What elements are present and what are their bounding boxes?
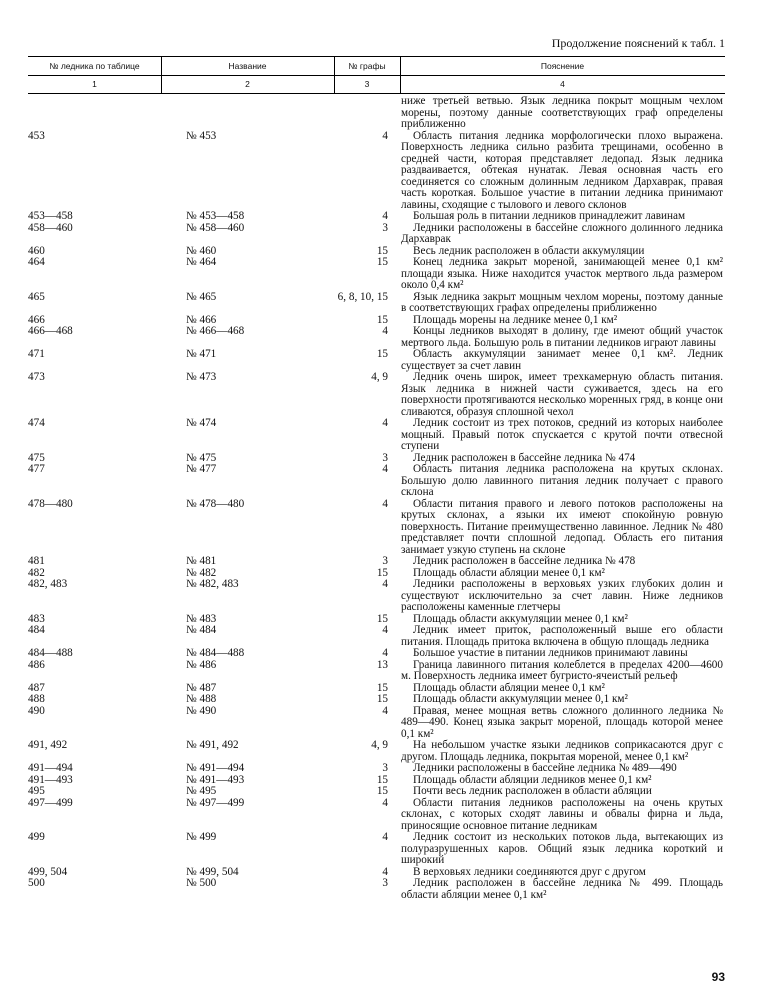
explanation-text: Область аккумуляции занимает менее 0,1 км². Ледник существует за счет лавин: [401, 348, 723, 372]
glacier-name: № 487: [186, 681, 217, 694]
table-row: [28, 349, 725, 372]
table-row: [28, 292, 725, 315]
glacier-name: № 475: [186, 451, 217, 464]
explanation-text: Ледник имеет приток, расположенный выше его области питания. Площадь притока включена в общую площадь ледника: [401, 624, 723, 648]
explanation-text: Почти весь ледник расположен в области абляции: [413, 785, 652, 797]
explanation-text: Ледник очень широк, имеет трехкамерную область питания. Язык ледника в нижней части суживается, здесь на его поверхности протягиваются несколько моренных гряд, в конце они сливаются, образуя сплошной чехол: [401, 371, 723, 418]
graph-number: 4: [382, 129, 388, 142]
explanation-text: Площадь морены на леднике менее 0,1 км²: [413, 313, 618, 326]
graph-number: 4: [382, 210, 388, 222]
explanation-text: Конец ледника закрыт мореной, занимающей менее 0,1 км² площади языка. Ниже находится участок мертвого льда размером около 0,4 км²: [401, 256, 723, 291]
glacier-number: 464: [28, 256, 45, 268]
glacier-name: № 499, 504: [186, 865, 239, 878]
running-head: Продолжение пояснений к табл. 1: [551, 36, 725, 50]
graph-number: 15: [376, 256, 388, 268]
glacier-number: 478—480: [28, 497, 73, 510]
graph-number: 3: [382, 555, 388, 567]
table-row: [28, 499, 725, 557]
glacier-number: 491—494: [28, 762, 73, 774]
graph-number: 3: [382, 451, 388, 464]
explanation-text: Большое участие в питании ледников принимают лавины: [413, 647, 688, 659]
table-row: [28, 223, 725, 246]
table-row: [28, 418, 725, 453]
glacier-number: 484—488: [28, 647, 73, 659]
glacier-number: 491, 492: [28, 739, 68, 751]
glacier-name: № 453: [186, 129, 217, 142]
table-row: [28, 556, 725, 568]
glacier-name: № 486: [186, 658, 217, 671]
graph-number: 4: [382, 624, 388, 636]
glacier-number: 482, 483: [28, 578, 68, 590]
explanation-text: Площадь области аккумуляции менее 0,1 км²: [413, 693, 628, 705]
table-row: [28, 706, 725, 741]
glacier-number: 465: [28, 290, 45, 303]
glacier-number: 491—493: [28, 773, 73, 786]
glacier-name: № 478—480: [186, 497, 245, 510]
glacier-number: 466—468: [28, 325, 73, 337]
glacier-number: 475: [28, 451, 45, 464]
glacier-name: № 474: [186, 417, 217, 429]
table-row: [28, 660, 725, 683]
graph-number: 4: [382, 463, 388, 475]
explanation-text: Ледник состоит из нескольких потоков льда, вытекающих из полуразрушенных каров. Общий язык ледника короткий и широкий: [401, 831, 723, 866]
glacier-name: № 460: [186, 244, 217, 257]
explanation-text: Ледник расположен в бассейне ледника № 499. Площадь области абляции менее 0,1 км²: [401, 877, 723, 901]
table-body: [28, 96, 725, 901]
graph-number: 15: [376, 612, 388, 625]
page-number: 93: [711, 970, 725, 984]
glacier-name: № 495: [186, 785, 217, 797]
graph-number: 3: [382, 762, 388, 774]
graph-number: 15: [376, 681, 388, 694]
glacier-number: 471: [28, 348, 45, 360]
table-row: [28, 648, 725, 660]
graph-number: 4: [382, 647, 388, 659]
glacier-name: № 491—494: [186, 762, 245, 774]
explanation-text: Большая роль в питании ледников принадлежит лавинам: [413, 210, 686, 222]
glacier-name: № 484—488: [186, 647, 245, 659]
explanation-text: Область питания ледника морфологически плохо выражена. Поверхность ледника сильно разбита трещинами, особенно в средней части, которая представляет ледопад. Язык ледника раздваивается, обтекая нунатак. Левая основная часть его соединяется со сложным долинным ледником Дархаврак, правая часть короткая. Большое участие в питании ледника принимают лавины, сходящие с тылового и левого склонов: [401, 129, 723, 211]
glacier-number: 487: [28, 681, 45, 694]
glacier-name: № 482: [186, 566, 217, 579]
graph-number: 13: [376, 658, 388, 671]
glacier-name: № 491, 492: [186, 739, 239, 751]
header-col-3-title: № графы: [348, 61, 386, 71]
explanation-text: Граница лавинного питания колеблется в пределах 4200—4600 м. Поверхность ледника имеет бугристо-ячеистый рельеф: [401, 658, 723, 682]
table-row: [28, 579, 725, 614]
graph-number: 4: [382, 417, 388, 429]
header-col-1-title: № ледника по таблице: [49, 61, 140, 71]
glacier-name: № 500: [186, 877, 217, 889]
graph-number: 3: [382, 221, 388, 234]
header-col-4: [400, 57, 725, 93]
explanation-text: Ледник расположен в бассейне ледника № 478: [413, 555, 636, 567]
header-col-3: [334, 57, 400, 93]
glacier-number: 474: [28, 417, 45, 429]
graph-number: 4: [382, 865, 388, 878]
glacier-name: № 481: [186, 555, 217, 567]
explanation-text: Ледники расположены в бассейне сложного долинного ледника Дархаврак: [401, 221, 723, 245]
glacier-name: № 499: [186, 831, 217, 843]
explanation-text: В верховьях ледники соединяются друг с другом: [413, 865, 646, 878]
glacier-name: № 471: [186, 348, 217, 360]
glacier-number: 495: [28, 785, 45, 797]
graph-number: 15: [376, 566, 388, 579]
glacier-number: 477: [28, 463, 45, 475]
glacier-number: 466: [28, 313, 45, 326]
glacier-number: 483: [28, 612, 45, 625]
header-col-4-number: 4: [560, 79, 565, 89]
header-col-3-number: 3: [364, 79, 370, 89]
table-row: [28, 131, 725, 212]
table-row: [28, 257, 725, 292]
graph-number: 4: [382, 325, 388, 337]
glacier-name: № 483: [186, 612, 217, 625]
glacier-number: 460: [28, 244, 45, 257]
glacier-name: № 465: [186, 290, 217, 303]
glacier-name: № 490: [186, 704, 217, 717]
explanation-text: Ледники расположены в верховьях узких глубоких долин и существуют исключительно за счет лавин. Ниже ледников расположены каменные глетчеры: [401, 578, 723, 613]
graph-number: 15: [376, 313, 388, 326]
glacier-number: 499, 504: [28, 865, 68, 878]
explanation-text: ниже третьей ветвью. Язык ледника покрыт мощным чехлом морены, поэтому данные соответствующих граф определены приближенно: [401, 95, 723, 130]
glacier-name: № 482, 483: [186, 578, 239, 590]
explanation-text: Области питания правого и левого потоков расположены на крутых склонах, а языки их имеют спокойную ровную поверхность. Питание преимущественно лавинное. Ледник № 480 представляет почти сплошной ледопад. Область его питания занимает узкую ступень на склоне: [401, 497, 723, 556]
glacier-number: 488: [28, 693, 45, 705]
glacier-number: 500: [28, 877, 45, 889]
glacier-number: 499: [28, 831, 45, 843]
table-row: [28, 625, 725, 648]
explanation-text: Площадь области абляции менее 0,1 км²: [413, 566, 605, 579]
graph-number: 15: [376, 348, 388, 360]
explanation-text: Правая, менее мощная ветвь сложного долинного ледника № 489—490. Конец языка закрыт мореной, площадь которой менее 0,1 км²: [401, 704, 723, 740]
explanation-text: Площадь области аккумуляции менее 0,1 км²: [413, 612, 628, 625]
graph-number: 4: [382, 796, 388, 809]
table-row: [28, 786, 725, 798]
header-col-1: [28, 57, 161, 93]
header-col-1-number: 1: [92, 79, 97, 89]
glacier-name: № 477: [186, 463, 217, 475]
glacier-name: № 497—499: [186, 796, 245, 809]
table-row: [28, 878, 725, 901]
graph-number: 4: [382, 704, 388, 717]
graph-number: 4: [382, 831, 388, 843]
graph-number: 4, 9: [371, 739, 388, 751]
table-row: [28, 464, 725, 499]
header-col-2-title: Название: [228, 61, 267, 71]
glacier-name: № 464: [186, 256, 217, 268]
graph-number: 4: [382, 497, 388, 510]
graph-number: 4: [382, 578, 388, 590]
table-row: [28, 372, 725, 418]
explanation-text: Область питания ледника расположена на крутых склонах. Большую долю лавинного питания ледник получает с правого склона: [401, 463, 723, 498]
explanation-text: Язык ледника закрыт мощным чехлом морены, поэтому данные в соответствующих графах определены приближенно: [401, 290, 723, 314]
table-row: [28, 326, 725, 349]
glacier-number: 486: [28, 658, 45, 671]
glacier-name: № 466: [186, 313, 217, 326]
explanation-text: Области питания ледников расположены на очень крутых склонах, с которых сходят лавины и обвалы фирна и льда, приносящие основное питание ледникам: [401, 796, 723, 832]
table-row: [28, 763, 725, 775]
glacier-number: 484: [28, 624, 45, 636]
glacier-name: № 458—460: [186, 221, 245, 234]
explanation-text: Ледники расположены в бассейне ледника № 489—490: [413, 762, 677, 774]
table-row: [28, 694, 725, 706]
glacier-number: 458—460: [28, 221, 73, 234]
glacier-number: 490: [28, 704, 45, 717]
glacier-name: № 466—468: [186, 325, 245, 337]
table-row: [28, 798, 725, 833]
explanation-text: На небольшом участке языки ледников соприкасаются друг с другом. Площадь ледника, покрытая мореной, менее 0,1 км²: [401, 739, 723, 763]
header-col-4-title: Пояснение: [540, 61, 585, 71]
glacier-name: № 453—458: [186, 210, 245, 222]
glacier-name: № 488: [186, 693, 217, 705]
graph-number: 15: [376, 693, 388, 705]
table-header: [28, 56, 725, 94]
graph-number: 3: [382, 877, 388, 889]
explanation-text: Площадь области абляции ледников менее 0,1 км²: [413, 773, 652, 786]
glacier-name: № 473: [186, 371, 217, 383]
table-row: [28, 832, 725, 867]
explanation-text: Весь ледник расположен в области аккумуляции: [413, 244, 645, 257]
graph-number: 15: [376, 785, 388, 797]
glacier-name: № 484: [186, 624, 217, 636]
graph-number: 15: [376, 244, 388, 257]
table-row: [28, 211, 725, 223]
glacier-number: 497—499: [28, 796, 73, 809]
header-col-2: [161, 57, 334, 93]
explanation-text: Ледник состоит из трех потоков, средний из которых наиболее мощный. Правый поток спускается с крутой почти отвесной ступени: [401, 417, 723, 452]
header-col-2-number: 2: [245, 79, 250, 89]
table-row: [28, 740, 725, 763]
graph-number: 15: [376, 773, 388, 786]
glacier-number: 453—458: [28, 210, 73, 222]
glacier-number: 482: [28, 566, 45, 579]
explanation-text: Концы ледников выходят в долину, где имеют общий участок мертвого льда. Большую роль в питании ледников играют лавины: [401, 325, 723, 349]
glacier-number: 473: [28, 371, 45, 383]
explanation-text: Ледник расположен в бассейне ледника № 474: [413, 451, 636, 464]
graph-number: 6, 8, 10, 15: [337, 290, 388, 303]
explanation-text: Площадь области абляции менее 0,1 км²: [413, 681, 605, 694]
glacier-number: 453: [28, 129, 45, 142]
graph-number: 4, 9: [371, 371, 388, 383]
table-row: [28, 96, 725, 131]
glacier-name: № 491—493: [186, 773, 245, 786]
glacier-number: 481: [28, 555, 45, 567]
